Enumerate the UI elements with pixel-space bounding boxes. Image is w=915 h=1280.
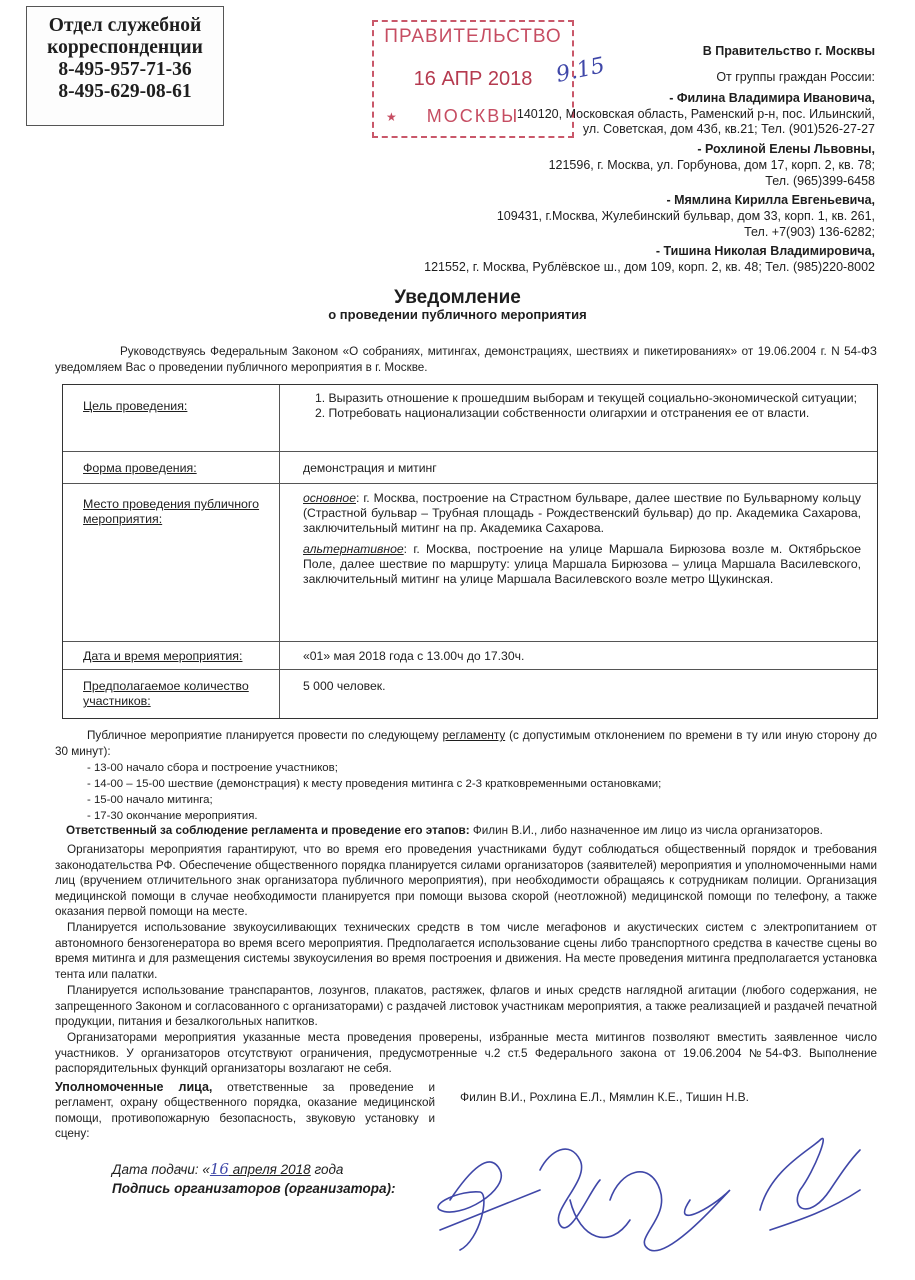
place-alt-tag: альтернативное <box>303 542 404 556</box>
authorized-label: Уполномоченные лица, <box>55 1080 213 1094</box>
table-divider <box>63 669 877 670</box>
authorized-block <box>55 1080 435 1142</box>
event-details-table <box>62 384 878 719</box>
authorized-text: ответственные за проведение и регламент, охрану общественного порядка, оказание медицинской помощи, противопожарную безопасность, звуковую установку и сцену: <box>55 1081 435 1141</box>
count-label: Предполагаемое количество участников: <box>83 679 249 708</box>
applicant-address: 140120, Московская область, Раменский р-н, пос. Ильинский, <box>516 107 875 121</box>
authorized-names: Филин В.И., Рохлина Е.Л., Мямлин К.Е., Тишин Н.В. <box>460 1090 749 1104</box>
organizer-signatures <box>420 1130 880 1260</box>
responsible-label: Ответственный за соблюдение регламента и проведение его этапов: <box>66 824 470 837</box>
signature-label: Подпись организаторов (организатора): <box>112 1181 396 1196</box>
schedule-item: - 17-30 окончание мероприятия. <box>87 810 258 822</box>
table-divider <box>63 641 877 642</box>
sticker-line1: Отдел служебной <box>48 15 202 36</box>
place-value <box>303 491 861 587</box>
stamp-date: 16 АПР 2018 <box>413 68 533 90</box>
submission-year: 2018 <box>280 1162 311 1177</box>
table-divider <box>63 451 877 452</box>
addressee-to: В Правительство г. Москвы <box>702 44 875 58</box>
form-label: Форма проведения: <box>83 461 197 475</box>
schedule-intro-text: Публичное мероприятие планируется провести по следующему <box>87 729 443 742</box>
correspondence-sticker <box>26 6 224 126</box>
responsible-line <box>66 823 877 839</box>
place-alt-text: : г. Москва, построение на улице Маршала Бирюзова возле м. Октябрьское Поле, далее шествие по маршруту: улица Маршала Бирюзова – улица Маршала Василевского, заключительный митинг на улице Маршала Василевского возле метро Щукинская. <box>303 542 861 586</box>
sticker-phone1: 8-495-957-71-36 <box>58 59 192 80</box>
applicant-address: ул. Советская, дом 43б, кв.21; Тел. (901)526-27-27 <box>582 122 875 136</box>
stamp-city: МОСКВЫ <box>426 106 520 126</box>
addressee-from: От группы граждан России: <box>716 70 875 84</box>
schedule-item: - 14-00 – 15-00 шествие (демонстрация) к месту проведения митинга с 2-3 кратковременными остановками; <box>87 778 662 790</box>
applicant-name: - Тишина Николая Владимировича, <box>655 244 875 258</box>
signature-myamlin <box>610 1172 730 1251</box>
schedule-regulation-word: регламенту <box>442 729 506 742</box>
schedule-item: - 13-00 начало сбора и построение участников; <box>87 762 338 774</box>
form-value: демонстрация и митинг <box>303 461 437 475</box>
date-value: «01» мая 2018 года с 13.00ч до 17.30ч. <box>303 649 525 663</box>
signature-filin <box>438 1162 540 1250</box>
date-label: Дата и время мероприятия: <box>83 649 243 663</box>
intro-paragraph: Руководствуясь Федеральным Законом «О собраниях, митингах, демонстрациях, шествиях и пикетированиях» от 19.06.2004 г. N 54-ФЗ уведомляем Вас о проведении публичного мероприятия в г. Москве. <box>55 345 877 374</box>
submission-month: апреля <box>228 1162 281 1177</box>
applicant-address: 121596, г. Москва, ул. Горбунова, дом 17, корп. 2, кв. 78; <box>548 158 875 172</box>
purpose-item: 1. Выразить отношение к прошедшим выборам и текущей социально-экономической ситуации; <box>315 391 857 405</box>
submission-day: 16 <box>209 1160 229 1178</box>
sticker-phone2: 8-495-629-08-61 <box>58 81 192 102</box>
applicant-name: - Мямлина Кирилла Евгеньевича, <box>666 193 875 207</box>
document-subtitle: о проведении публичного мероприятия <box>328 307 587 322</box>
paragraph-sound: Планируется использование звукоусиливающих технических средств в том числе мегафонов и акустических систем с электропитанием от автономного бензогенератора во время всего мероприятия. Предполагается использование сцены либо транспортного средства в качестве сцены во время митинга и для размещения системы звукоусиления во время построения и движения. На месте проведения митинга предполагается установка тента или палатки. <box>55 921 877 981</box>
place-label: Место проведения публичного мероприятия: <box>83 497 260 526</box>
schedule-intro-tail: (с допустимым отклонением по времени в ту или иную сторону до 30 минут): <box>55 729 877 758</box>
place-main-text: : г. Москва, построение на Страстном бульваре, далее шествие по Бульварному кольцу (Страстной бульвар – Трубная площадь - Рождественский бульвар) до пр. Академика Сахарова, заключительный митинг на пр. Академика Сахарова. <box>303 491 861 535</box>
applicant-name: - Филина Владимира Ивановича, <box>669 91 875 105</box>
sticker-line2: корреспонденции <box>47 37 203 58</box>
submission-date-prefix: Дата подачи: « <box>112 1162 210 1177</box>
purpose-item: 2. Потребовать национализации собственности олигархии и отстранения ее от власти. <box>315 406 810 420</box>
handwritten-registration-number: 9.15 <box>553 53 608 88</box>
applicant-address: 121552, г. Москва, Рублёвское ш., дом 109, корп. 2, кв. 48; Тел. (985)220-8002 <box>424 260 875 274</box>
signature-tishin <box>760 1138 860 1230</box>
submission-suffix: года <box>310 1162 344 1177</box>
place-main-tag: основное <box>303 491 356 505</box>
purpose-label: Цель проведения: <box>83 399 188 413</box>
document-title: Уведомление <box>394 287 521 308</box>
purpose-value <box>303 391 861 421</box>
applicant-address: Тел. (965)399-6458 <box>765 174 875 188</box>
submission-date <box>112 1160 343 1178</box>
place-alt <box>303 542 861 587</box>
applicant-address: Тел. +7(903) 136-6282; <box>744 225 875 239</box>
paragraph-venues: Организаторами мероприятия указанные места проведения проверены, избранные места митингов позволяют вместить заявленное число участников. У организаторов отсутствуют ограничения, предусмотренные ч.2 ст.5 Федерального закона от 19.06.2004 №54-ФЗ. Выполнение распорядительных функций организаторы возлагают не себя. <box>55 1031 877 1076</box>
count-value: 5 000 человек. <box>303 679 386 693</box>
star-icon: ★ <box>386 110 397 124</box>
schedule-intro <box>55 728 877 759</box>
paragraph-order: Организаторы мероприятия гарантируют, что во время его проведения участниками будут соблюдаться общественный порядок и требования законодательства РФ. Обеспечение общественного порядка планируется силами организаторов (заявителей) мероприятия и уполномоченными нами лиц (вручением отличительного знак организатора публичного мероприятия), при необходимости обращаясь к сотрудникам полиции. Организация медицинской помощи в случае необходимости планируется при помощи вызова скорой (неотложной) медицинской помощи по телефону, а также оказания первой помощи на месте. <box>55 843 877 919</box>
place-main <box>303 491 861 536</box>
table-divider <box>63 483 877 484</box>
applicant-name: - Рохлиной Елены Львовны, <box>697 142 875 156</box>
responsible-text: Филин В.И., либо назначенное им лицо из числа организаторов. <box>469 824 823 837</box>
paragraph-banners: Планируется использование транспарантов, лозунгов, плакатов, растяжек, флагов и иных средств наглядной агитации (любого содержания, не запрещенного Законом и согласованного с организаторами) с раздачей листовок участникам мероприятия, а также реализацией и раздачей печатной продукции, питания и безалкогольных напитков. <box>55 984 877 1029</box>
schedule-item: - 15-00 начало митинга; <box>87 794 213 806</box>
stamp-org: ПРАВИТЕЛЬСТВО <box>384 26 562 47</box>
applicant-address: 109431, г.Москва, Жулебинский бульвар, дом 33, корп. 1, кв. 261, <box>496 209 875 223</box>
signature-rokhlina <box>540 1149 630 1237</box>
